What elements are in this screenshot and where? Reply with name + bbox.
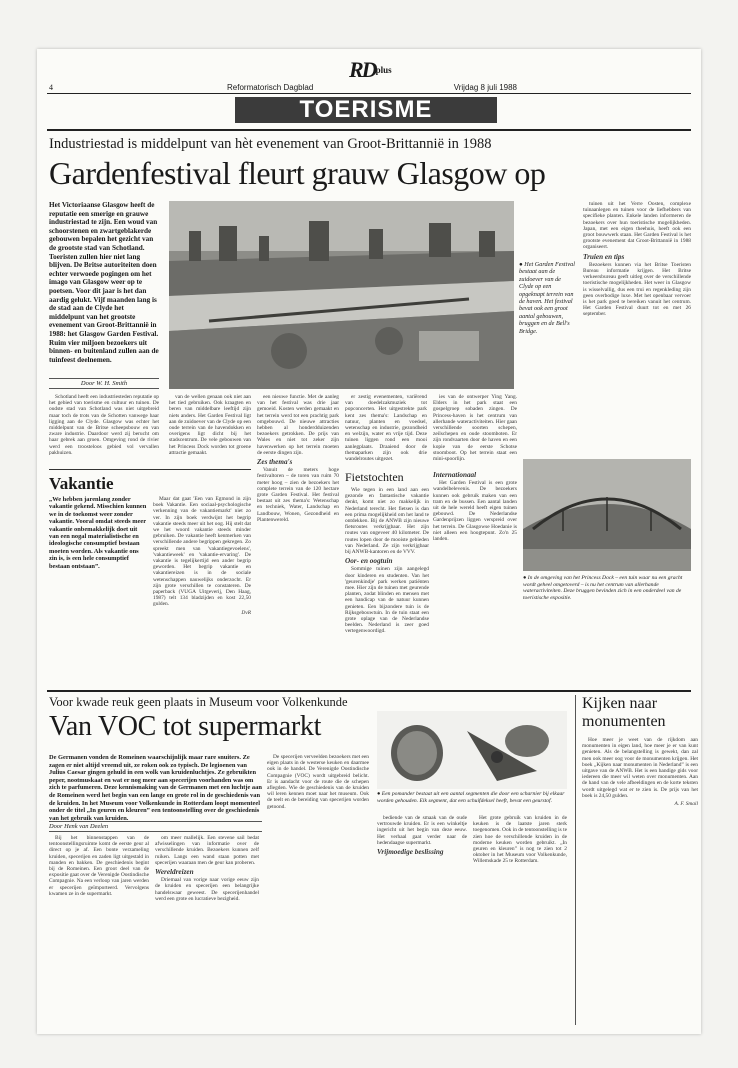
- vakantie-title: Vakantie: [49, 474, 114, 493]
- vakantie-body-col: [153, 496, 251, 676]
- article2-col4-text: bediende van de smaak van de oude vertrouwde kruiden. Er is een winkeltje ingericht uit het begin van deze eeuw. Het verhaal gaat verder naar de hedendaagse supermarkt.: [377, 815, 467, 846]
- article1-headline: Gardenfestival fleurt grauw Glasgow op: [49, 155, 546, 191]
- fiets-subhead: Oor- en oogtuin: [345, 557, 393, 566]
- newspaper-page: [37, 49, 701, 1034]
- sidebar-body-col: [582, 737, 698, 1017]
- sidebar-title: Kijken naar monumenten: [582, 695, 666, 730]
- monumenten-sidebar: [575, 695, 698, 1025]
- fiets-title: Fietstochten: [345, 470, 404, 484]
- article1-col5b: [433, 469, 517, 639]
- sidebar-byline: A. F. Smail: [674, 801, 698, 808]
- article2-headline: Van VOC tot supermarkt: [49, 711, 322, 742]
- article1-lead: Het Victoriaanse Glasgow heeft de reputatie een smerige en grauwe industriestad te zijn. Een woud van schoorstenen en zwartgeblakerde gebouwen bepalen het gezicht van de grootste stad van Schotland. Toeristen zullen hier niet lang blijven. De Britse autoriteiten doen echter verwoede pogingen om het imago van Glasgow weer op te poetsen. Voor dit jaar is het dan aardig gelukt. Vijf maanden lang is de stad aan de Clyde het middelpunt van het grootste evenement van Groot-Brittannië in 1988: het Glasgow Garden Festival. Ruim vier miljoen bezoekers uit binnen- en buitenland zullen aan de tuinfeest deelnemen.: [49, 201, 159, 364]
- glasgow-festival-photo: [169, 201, 514, 389]
- photo1-caption: ● Het Garden Festival bestaat aan de zuidoever van de Clyde op een opgeknapt terrein van de haven. Het festival bevat ook een groot aantal gebouwen, bruggen en de Bell's Bridge.: [519, 261, 575, 335]
- article2-col5: [473, 815, 567, 1025]
- princess-dock-illustration: [523, 459, 691, 571]
- article1-col4: [345, 394, 427, 464]
- fiets-body-col: [345, 487, 429, 683]
- article2-col3-text: De specerijen verveelden bezoekers met een eigen plaats in de westerse keuken en daarmee ook in de handel. De Verenigde Oostindische Compagnie (VOC) wordt uitgebreid belicht. Er is aandacht voor de route die de schepen aflegden. Wie de geschiedenis van de kruiden wil leren kennen moet naar het museum. Ook de teelt en de bereiding van specerijen worden getoond.: [267, 754, 369, 810]
- article2-col2-subhead: Wereldreizen: [155, 868, 194, 877]
- pomander-photo: [377, 711, 567, 789]
- fiets-box: [345, 469, 429, 685]
- article2-kicker: Voor kwade reuk geen plaats in Museum voor Volkenkunde: [49, 695, 348, 709]
- article1-col1-text: Schotland heeft een industriesteden reputatie op het gebied van toerisme en cultuur en tuinen. De oudste stad van Schotland was niet uitgebreid maar toch de trots van de Schotten vanwege haar ligging aan de Clyde. Glasgow was echter het middelpunt van de Britse scheepsbouw en van zware industrie. Daardoor werd zij berucht om haar gebrek aan groen. Omgeving rond de rivier werd een troosteloos gebied vol vervallen pakhuizen.: [49, 394, 159, 456]
- article1-col3b-text: Vanuit de meters hoge festivaltoren – de toren van ruim 70 meter hoog – zien de bezoekers het complete terrein van de 120 hectare grote Garden Festival. Het festival bestaat uit zes thema's: Wetenschap en techniek, Water, Landschap en Landbouw, Wonen, Gezondheid en Plantenwereld.: [257, 467, 339, 523]
- pomander-caption: ● Een pomander bestaat uit een aantal segmenten die door een scharnier bij elkaar worden gehouden. Elk segment, dat een schuifdeksel heeft, bevat een geurstof.: [377, 791, 565, 804]
- issue-date: Vrijdag 8 juli 1988: [453, 83, 517, 92]
- pomander-illustration: [377, 711, 567, 789]
- article1-col5: [433, 394, 517, 464]
- article2-col4b-text: Het grote gebruik van kruiden in de keuken is de laatste jaren sterk toegenomen. Ook in de tentoonstelling is te zien hoe de verschillende kruiden in de moderne keuken worden gebruikt. „In geuren en kleuren” is nog te zien tot 2 oktober in het Museum voor Volkenkunde, Willemskade 25 te Rotterdam.: [473, 815, 567, 865]
- article1-col3-subhead: Zes thema's: [257, 458, 293, 467]
- paper-name: Reformatorisch Dagblad: [227, 83, 314, 92]
- article2-col4-subhead: Vrijmoedige beslissing: [377, 848, 444, 857]
- article2-col3: [267, 754, 369, 1025]
- vakantie-box: [49, 469, 251, 686]
- glasgow-photo-illustration: [169, 201, 514, 389]
- masthead-line: [227, 83, 517, 92]
- article1-byline: Door W. H. Smith: [49, 378, 159, 389]
- article1-col6-text: tuinen uit het Verre Oosten, complexe tuinaanlegen en tuinen voor de liefhebbers van specifieke planten. Enkele landen informeren de bezoekers over hun toeristische mogelijkheden. Japan, met een eigen theehuis, heeft ook een groot bouwwerk staan. Het Garden Festival is het grootste evenement dat Groot-Brittannië in 1988 organiseert.: [583, 201, 691, 251]
- article2-col2-text: om meer mallelijk. Een stevene sail bedat afwisselingen van informatie over de verschillende kruiden. Bezoekers kunnen zelf ruiken. Langs een wand staan potten met specerijen waaraan men de geur kan proberen.: [155, 835, 259, 866]
- article1-col5-text: ies van de ontwerper Ying Yang. Elders in het park staat een gospelgroep sobaden zingen. De Princess-haven is het centrum van allerhande wateractiviteiten. Hier gaan verschillende soorten schepen, zeilschepen en oude stoomboten. Er zijn rondvaarten door de haven en een kopie van de eerste Schotse stoomboot. Op het terrein staat een mini-spoorlijn.: [433, 394, 517, 463]
- vakantie-body: Maar dat gaat 'Een van Egmond in zijn boek Vakantie. Een sociaal-psychologische verkenning van de vakantiemarkt' niet zo ver. In zijn boek verdwijnt het begrip vakantie steeds meer uit het oog. Hij stelt dat we het woord vakantie steeds minder gebruiken. De vakantie heeft kenmerken van verschillende andere begrippen gekregen. Zo spreekt men van 'vakantiegevoelens', 'vakantieweek' en 'vakantie-ervaring'. De vakantie is tegelijkertijd een ander begrip geworden. Het begrip vakantie en vakantiereizen is in de sociale wetenschappen nauwelijks onderzocht. Er zijn grote verschillen te constateren. De paperback (VUGA Uitgeverij, Den Haag, 1987) telt 134 bladzijden en kost 22,50 gulden.: [153, 496, 251, 608]
- fiets-body: Wie tegen in een land aan een gezonde en fantastische vakantie denkt, komt niet zo makkelijk in Nederland terecht. Het fietsen is dan een prima mogelijkheid om het land te ontdekken. Bij de ANWB zijn nieuwe fietsroutes verkrijgbaar. Het zijn routes van ongeveer 40 kilometer. De routes lopen door de mooiste gebieden van Nederland. Ze zijn verkrijgbaar bij ANWB-kantoren en de VVV.: [345, 487, 429, 556]
- article1-col2-text: van de wellen genaan ook niet aan het tied gebruiken. Ook kraagten en beren van middelbare leeftijd zijn niets anders. Het Garden Festival ligt aan de zuidoever van de Clyde op een oude terrein van de havendokken en overigens ligt dicht bij het stadscentrum. De vele gebouwen van het Princess Dock worden tot groene attractie gemaakt.: [169, 394, 251, 456]
- article1-kicker: Industriestad is middelpunt van hèt evenement van Groot-Brittannië in 1988: [49, 136, 492, 152]
- rd-plus-logo: [349, 57, 392, 83]
- logo-text: RD: [349, 57, 376, 82]
- article2-col1-text: Bij het binnenstappen van de tentoonstellingsruimte komt de eerste geur al direct op je af. Een bonte verzameling kruiden, specerijen en zaden ligt uitgestald in manden en bakken. De geschiedenis begint bij de Romeinen. Een groot deel van de expositie gaat over de Verenigde Oostindische Compagnie. Na een verloop van jaren werden er specerijen geïmporteerd. Vervolgens kwamen ze in de supermarkt.: [49, 835, 149, 897]
- mid-rule: [47, 690, 691, 692]
- article1-col6-subhead: Truien en tips: [583, 252, 625, 261]
- section-title: TOERISME: [235, 97, 497, 123]
- princess-dock-photo: [523, 459, 691, 571]
- photo2-caption: ● In de omgeving van het Princess Dock – een tuin waar nu een gracht wordt geheel omgetoverd – is nu het centrum van allerhande wateractiviteiten. Deze bruggen bevinden zich in een onderdeel van de toeristische expositie.: [523, 575, 683, 601]
- article2-lead: De Germanen vonden de Romeinen waarschijnlijk maar rare snuiters. Ze zagen er niet altijd vreemd uit, ze roken ook zo typisch. De legioenen van Julius Caesar gingen gehuld in een wolk van kruidenluchtjes. Ze gebruikten peper, nootmuskaat en wat er nog meer aan specerijen voorhanden was om zich te parfumeren. Deze kennismaking van de Germanen met een luchtje aan de Romeinen werd het begin van een lange en grote rol in de geschiedenis van de kruiden. In het Museum voor Volkenkunde in Rotterdam loopt momenteel onder de titel „In geuren en kleuren” een tentoonstelling over de geschiedenis van het gebruik van kruiden.: [49, 754, 262, 822]
- article2-col2b-text: Driemaal van vorige naar vorige eeuw zijn de kruiden en specerijen een belangrijke handelswaar geweest. De specerijenhandel werd een grote en lucratieve bezigheid.: [155, 877, 259, 902]
- article2-byline: Door Henk van Deelen: [49, 821, 262, 832]
- article1-col5b-text: Het Garden Festival is een grote wandelbelevenis. De bezoekers kunnen ook gebruik maken van een tram en de bussen. Een aantal landen uit de hele wereld heeft eigen tuinen gebouwd. De Nederlandse Gardenprijzen liggen verspreid over het terrein. De Glasgowse Hoedanie is niet alleen een hoogtepunt. Zo'n 25 landen.: [433, 480, 517, 543]
- article1-col2: [169, 394, 251, 464]
- article1-col5-subhead: Internationaal: [433, 471, 477, 479]
- vakantie-lead: „We hebben jarenlang zonder vakantie gekend. Misschien kunnen we in de toekomst weer zonder vakantie. Vooral omdat steeds meer vakantie onbemakkelijk doet uit van een nogal materialistische en ideologische consumptief bestaan moeten worden. Als vakantie ons zin is, is een hele consumptief bestaan ontstaan”.: [49, 496, 147, 570]
- masthead-rule: [47, 93, 691, 94]
- logo-suffix: plus: [375, 65, 392, 75]
- section-rule: [47, 129, 691, 131]
- article2-col4: [377, 815, 467, 1025]
- article1-col4-text: er zestig evenementen, variërend van doedelzakmuziek tot popconcerten. Het uitgestrekte park kent zes thema's: Landschap en natuur, planten en voedsel, wetenschap en industrie, gezondheid en welzijn, water en vrije tijd. Deze tuinen liggen rond een mooi aanlegplaats. Draaiend door de themaparken zijn ook drie wandelroutes uitgezet.: [345, 394, 427, 463]
- page-number: 4: [49, 83, 53, 92]
- vakantie-byline: DvR: [241, 609, 251, 616]
- article1-col6b-text: Bezoekers kunnen via het Britse Toeristen Bureau informatie krijgen. Het Britse verkeersbureau geeft uitleg over de verschillende toeristische mogelijkheden. Het weer in Glasgow is wisselvallig, dus een trui en regenkleding zijn geen overbodige luxe. Met het openbaar vervoer is het park goed te bereiken vanuit het centrum. Het Garden Festival duurt tot en met 26 september.: [583, 261, 691, 318]
- article1-col3-text: een nieuwe functie. Met de aanleg van het festival was drie jaar gemoeid. Kosten werden gemaakt en het terrein werd tot een prachtig park omgebouwd. De nieuwe attracties hebben al honderdduizenden bezoekers getrokken. De prijs van Wales en niet tot zeker zijn havenwerken op het terrein moeten de eerste dingen zijn.: [257, 394, 339, 456]
- fiets-body2: Sommige tuinen zijn aangelegd door kinderen en studenten. Van het 'geurenkindje' park werken patiënten mee. Hier zijn de tuinen met geurende planten, zodat blinden en mensen met een handicap van de natuur kunnen genieten. Een bijzondere tuin is de Rijksgebouwtuin. In de tuin staat een grote oplage van de Nederlandse beelden. Nederland is zeer goed vertegenwoordigd.: [345, 566, 429, 635]
- article2-col2: [155, 835, 259, 1025]
- vakantie-columns: [49, 496, 251, 676]
- article2-col1: [49, 835, 149, 1025]
- article1-col3: [257, 394, 339, 624]
- article1-col1: [49, 394, 159, 464]
- sidebar-body: Hoe meer je weet van de rijkdom aan monumenten in eigen land, hoe meer je er van kunt genieten. Als de belangstelling is gewekt, dan zal men ook meer oog voor de monumenten krijgen. Het boek „Kijken naar monumenten in Nederland” is een uitgave van de ANWB. Het is een handige gids voor iedereen die meer wil weten over monumenten. Aan de hand van de vele afbeeldingen en de korte teksten wordt uitgelegd wat er te zien is. De prijs van het boek is 24,50 gulden.: [582, 737, 698, 799]
